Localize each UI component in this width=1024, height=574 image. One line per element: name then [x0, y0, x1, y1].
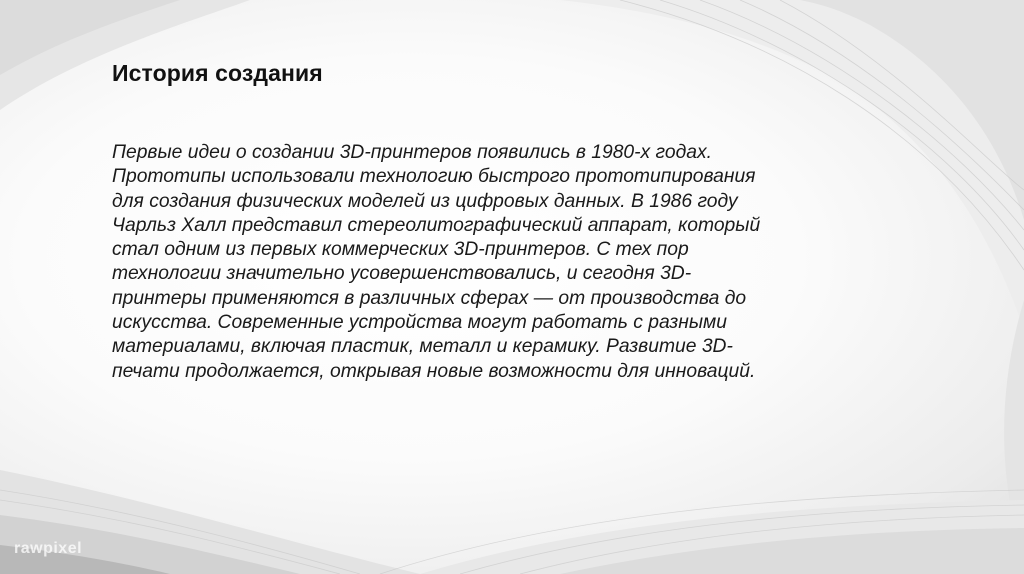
body-line: технологии значительно усовершенствовались, и сегодня 3D-	[112, 263, 692, 285]
watermark: rawpixel	[14, 540, 83, 557]
slide-title: История создания	[112, 60, 323, 86]
body-line: принтеры применяются в различных сферах — от производства до	[112, 287, 747, 309]
slide-body-text	[112, 141, 892, 384]
body-line: печати продолжается, открывая новые возможности для инноваций.	[112, 360, 756, 382]
body-line: Прототипы использовали технологию быстрого прототипирования	[112, 166, 756, 188]
body-line: искусства. Современные устройства могут работать с разными	[112, 312, 727, 334]
body-line: материалами, включая пластик, металл и керамику. Развитие 3D-	[112, 336, 733, 358]
body-line: Чарльз Халл представил стереолитографический аппарат, который	[112, 214, 761, 236]
body-line: стал одним из первых коммерческих 3D-принтеров. С тех пор	[112, 239, 689, 261]
body-line: для создания физических моделей из цифровых данных. В 1986 году	[112, 190, 738, 212]
body-line: Первые идеи о создании 3D-принтеров появились в 1980-х годах.	[112, 142, 712, 163]
